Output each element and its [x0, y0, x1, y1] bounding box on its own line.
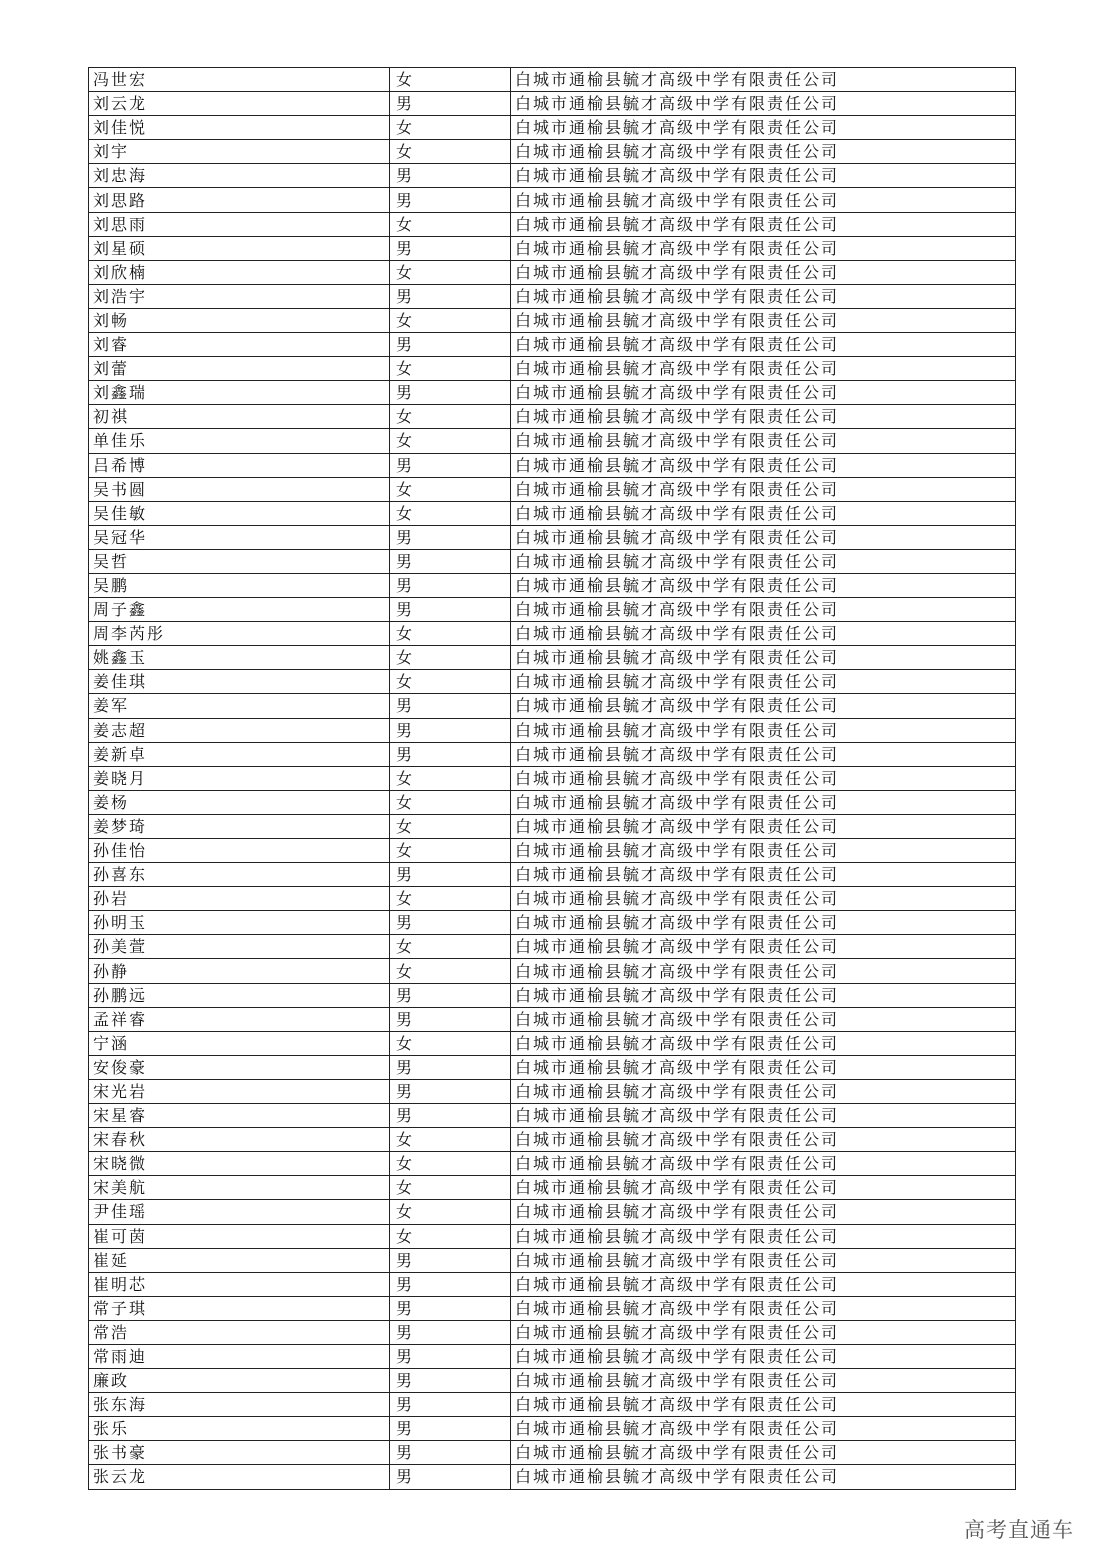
school-cell: 白城市通榆县毓才高级中学有限责任公司 [511, 1248, 1016, 1272]
school-cell: 白城市通榆县毓才高级中学有限责任公司 [511, 92, 1016, 116]
gender-cell: 男 [390, 1296, 511, 1320]
school-cell: 白城市通榆县毓才高级中学有限责任公司 [511, 501, 1016, 525]
table-row [89, 935, 1016, 959]
table-row [89, 1152, 1016, 1176]
name-cell: 吕希博 [89, 453, 390, 477]
table-row [89, 598, 1016, 622]
gender-cell: 女 [390, 1200, 511, 1224]
gender-cell: 男 [390, 236, 511, 260]
table-row [89, 1031, 1016, 1055]
gender-cell: 男 [390, 911, 511, 935]
gender-cell: 女 [390, 501, 511, 525]
gender-cell: 男 [390, 1441, 511, 1465]
gender-cell: 男 [390, 453, 511, 477]
name-cell: 宋春秋 [89, 1128, 390, 1152]
gender-cell: 男 [390, 1272, 511, 1296]
table-row [89, 1248, 1016, 1272]
table-row [89, 1176, 1016, 1200]
gender-cell: 女 [390, 429, 511, 453]
table-row [89, 212, 1016, 236]
gender-cell: 男 [390, 573, 511, 597]
school-cell: 白城市通榆县毓才高级中学有限责任公司 [511, 1055, 1016, 1079]
name-cell: 刘佳悦 [89, 116, 390, 140]
school-cell: 白城市通榆县毓才高级中学有限责任公司 [511, 188, 1016, 212]
school-cell: 白城市通榆县毓才高级中学有限责任公司 [511, 212, 1016, 236]
name-cell: 孙鹏远 [89, 983, 390, 1007]
school-cell: 白城市通榆县毓才高级中学有限责任公司 [511, 357, 1016, 381]
school-cell: 白城市通榆县毓才高级中学有限责任公司 [511, 1417, 1016, 1441]
name-cell: 宋光岩 [89, 1079, 390, 1103]
name-cell: 吴佳敏 [89, 501, 390, 525]
school-cell: 白城市通榆县毓才高级中学有限责任公司 [511, 1079, 1016, 1103]
school-cell: 白城市通榆县毓才高级中学有限责任公司 [511, 68, 1016, 92]
gender-cell: 男 [390, 1344, 511, 1368]
school-cell: 白城市通榆县毓才高级中学有限责任公司 [511, 959, 1016, 983]
table-row [89, 116, 1016, 140]
name-cell: 崔延 [89, 1248, 390, 1272]
school-cell: 白城市通榆县毓才高级中学有限责任公司 [511, 549, 1016, 573]
name-cell: 尹佳瑶 [89, 1200, 390, 1224]
table-row [89, 959, 1016, 983]
name-cell: 姜军 [89, 694, 390, 718]
school-cell: 白城市通榆县毓才高级中学有限责任公司 [511, 116, 1016, 140]
table-row [89, 501, 1016, 525]
gender-cell: 女 [390, 839, 511, 863]
name-cell: 冯世宏 [89, 68, 390, 92]
gender-cell: 女 [390, 790, 511, 814]
school-cell: 白城市通榆县毓才高级中学有限责任公司 [511, 983, 1016, 1007]
gender-cell: 女 [390, 959, 511, 983]
gender-cell: 女 [390, 405, 511, 429]
gender-cell: 男 [390, 1248, 511, 1272]
table-row [89, 549, 1016, 573]
gender-cell: 男 [390, 284, 511, 308]
table-row [89, 1104, 1016, 1128]
school-cell: 白城市通榆县毓才高级中学有限责任公司 [511, 1152, 1016, 1176]
gender-cell: 男 [390, 1465, 511, 1489]
table-row [89, 1417, 1016, 1441]
gender-cell: 女 [390, 766, 511, 790]
gender-cell: 女 [390, 116, 511, 140]
table-row [89, 1272, 1016, 1296]
name-cell: 张乐 [89, 1417, 390, 1441]
school-cell: 白城市通榆县毓才高级中学有限责任公司 [511, 453, 1016, 477]
gender-cell: 女 [390, 68, 511, 92]
gender-cell: 女 [390, 622, 511, 646]
table-row [89, 429, 1016, 453]
gender-cell: 男 [390, 1104, 511, 1128]
gender-cell: 男 [390, 598, 511, 622]
gender-cell: 男 [390, 742, 511, 766]
school-cell: 白城市通榆县毓才高级中学有限责任公司 [511, 573, 1016, 597]
table-row [89, 742, 1016, 766]
gender-cell: 女 [390, 670, 511, 694]
table-row [89, 236, 1016, 260]
gender-cell: 女 [390, 887, 511, 911]
name-cell: 姜晓月 [89, 766, 390, 790]
gender-cell: 女 [390, 212, 511, 236]
table-row [89, 92, 1016, 116]
name-cell: 刘思路 [89, 188, 390, 212]
name-cell: 刘宇 [89, 140, 390, 164]
name-cell: 常雨迪 [89, 1344, 390, 1368]
table-row [89, 1441, 1016, 1465]
name-cell: 廉政 [89, 1369, 390, 1393]
school-cell: 白城市通榆县毓才高级中学有限责任公司 [511, 670, 1016, 694]
school-cell: 白城市通榆县毓才高级中学有限责任公司 [511, 790, 1016, 814]
school-cell: 白城市通榆县毓才高级中学有限责任公司 [511, 598, 1016, 622]
gender-cell: 男 [390, 188, 511, 212]
table-row [89, 1055, 1016, 1079]
school-cell: 白城市通榆县毓才高级中学有限责任公司 [511, 622, 1016, 646]
table-row [89, 983, 1016, 1007]
table-row [89, 1320, 1016, 1344]
school-cell: 白城市通榆县毓才高级中学有限责任公司 [511, 646, 1016, 670]
table-row [89, 333, 1016, 357]
gender-cell: 女 [390, 140, 511, 164]
school-cell: 白城市通榆县毓才高级中学有限责任公司 [511, 814, 1016, 838]
gender-cell: 男 [390, 1393, 511, 1417]
name-cell: 宋星睿 [89, 1104, 390, 1128]
school-cell: 白城市通榆县毓才高级中学有限责任公司 [511, 1104, 1016, 1128]
school-cell: 白城市通榆县毓才高级中学有限责任公司 [511, 863, 1016, 887]
name-cell: 姜新卓 [89, 742, 390, 766]
table-row [89, 694, 1016, 718]
school-cell: 白城市通榆县毓才高级中学有限责任公司 [511, 1344, 1016, 1368]
school-cell: 白城市通榆县毓才高级中学有限责任公司 [511, 718, 1016, 742]
name-cell: 张云龙 [89, 1465, 390, 1489]
school-cell: 白城市通榆县毓才高级中学有限责任公司 [511, 308, 1016, 332]
name-cell: 刘忠海 [89, 164, 390, 188]
name-cell: 安俊豪 [89, 1055, 390, 1079]
table-row [89, 68, 1016, 92]
name-cell: 孙佳怡 [89, 839, 390, 863]
name-cell: 张书豪 [89, 1441, 390, 1465]
school-cell: 白城市通榆县毓才高级中学有限责任公司 [511, 1128, 1016, 1152]
table-row [89, 670, 1016, 694]
gender-cell: 男 [390, 694, 511, 718]
gender-cell: 女 [390, 814, 511, 838]
gender-cell: 女 [390, 357, 511, 381]
name-cell: 吴冠华 [89, 525, 390, 549]
school-cell: 白城市通榆县毓才高级中学有限责任公司 [511, 911, 1016, 935]
table-row [89, 284, 1016, 308]
school-cell: 白城市通榆县毓才高级中学有限责任公司 [511, 1272, 1016, 1296]
table-row [89, 1128, 1016, 1152]
table-row [89, 1079, 1016, 1103]
gender-cell: 男 [390, 1417, 511, 1441]
name-cell: 崔明芯 [89, 1272, 390, 1296]
gender-cell: 女 [390, 308, 511, 332]
name-cell: 孙静 [89, 959, 390, 983]
name-cell: 刘鑫瑞 [89, 381, 390, 405]
gender-cell: 男 [390, 983, 511, 1007]
gender-cell: 男 [390, 1079, 511, 1103]
school-cell: 白城市通榆县毓才高级中学有限责任公司 [511, 742, 1016, 766]
name-cell: 孙岩 [89, 887, 390, 911]
name-cell: 刘睿 [89, 333, 390, 357]
name-cell: 刘云龙 [89, 92, 390, 116]
name-cell: 崔可茵 [89, 1224, 390, 1248]
name-cell: 刘思雨 [89, 212, 390, 236]
gender-cell: 男 [390, 1007, 511, 1031]
name-cell: 孙喜东 [89, 863, 390, 887]
table-row [89, 164, 1016, 188]
name-cell: 吴书圆 [89, 477, 390, 501]
name-cell: 姜佳琪 [89, 670, 390, 694]
name-cell: 单佳乐 [89, 429, 390, 453]
table-row [89, 381, 1016, 405]
school-cell: 白城市通榆县毓才高级中学有限责任公司 [511, 140, 1016, 164]
table-row [89, 863, 1016, 887]
name-cell: 宋晓微 [89, 1152, 390, 1176]
table-row [89, 357, 1016, 381]
school-cell: 白城市通榆县毓才高级中学有限责任公司 [511, 525, 1016, 549]
school-cell: 白城市通榆县毓才高级中学有限责任公司 [511, 284, 1016, 308]
school-cell: 白城市通榆县毓才高级中学有限责任公司 [511, 694, 1016, 718]
table-row [89, 814, 1016, 838]
table-row [89, 839, 1016, 863]
school-cell: 白城市通榆县毓才高级中学有限责任公司 [511, 1393, 1016, 1417]
school-cell: 白城市通榆县毓才高级中学有限责任公司 [511, 935, 1016, 959]
table-row [89, 790, 1016, 814]
school-cell: 白城市通榆县毓才高级中学有限责任公司 [511, 405, 1016, 429]
name-cell: 孟祥睿 [89, 1007, 390, 1031]
school-cell: 白城市通榆县毓才高级中学有限责任公司 [511, 236, 1016, 260]
school-cell: 白城市通榆县毓才高级中学有限责任公司 [511, 887, 1016, 911]
school-cell: 白城市通榆县毓才高级中学有限责任公司 [511, 260, 1016, 284]
school-cell: 白城市通榆县毓才高级中学有限责任公司 [511, 1224, 1016, 1248]
name-cell: 宋美航 [89, 1176, 390, 1200]
school-cell: 白城市通榆县毓才高级中学有限责任公司 [511, 333, 1016, 357]
table-row [89, 453, 1016, 477]
table-row [89, 1393, 1016, 1417]
name-cell: 刘浩宇 [89, 284, 390, 308]
gender-cell: 男 [390, 1320, 511, 1344]
table-row [89, 1465, 1016, 1489]
gender-cell: 男 [390, 164, 511, 188]
school-cell: 白城市通榆县毓才高级中学有限责任公司 [511, 839, 1016, 863]
gender-cell: 男 [390, 1055, 511, 1079]
gender-cell: 女 [390, 477, 511, 501]
name-cell: 常浩 [89, 1320, 390, 1344]
school-cell: 白城市通榆县毓才高级中学有限责任公司 [511, 1200, 1016, 1224]
name-cell: 刘欣楠 [89, 260, 390, 284]
name-cell: 姜志超 [89, 718, 390, 742]
gender-cell: 女 [390, 1224, 511, 1248]
table-row [89, 911, 1016, 935]
table-row [89, 308, 1016, 332]
gender-cell: 男 [390, 381, 511, 405]
table-row [89, 887, 1016, 911]
name-cell: 周李芮彤 [89, 622, 390, 646]
name-cell: 姜梦琦 [89, 814, 390, 838]
school-cell: 白城市通榆县毓才高级中学有限责任公司 [511, 1441, 1016, 1465]
table-row [89, 718, 1016, 742]
table-row [89, 405, 1016, 429]
gender-cell: 女 [390, 935, 511, 959]
table-row [89, 646, 1016, 670]
name-cell: 刘星硕 [89, 236, 390, 260]
table-row [89, 477, 1016, 501]
table-row [89, 140, 1016, 164]
watermark-text: 高考直通车 [964, 1518, 1074, 1542]
gender-cell: 男 [390, 333, 511, 357]
name-cell: 吴哲 [89, 549, 390, 573]
table-row [89, 1007, 1016, 1031]
gender-cell: 男 [390, 549, 511, 573]
name-cell: 宁涵 [89, 1031, 390, 1055]
school-cell: 白城市通榆县毓才高级中学有限责任公司 [511, 1031, 1016, 1055]
table-row [89, 1344, 1016, 1368]
name-cell: 姚鑫玉 [89, 646, 390, 670]
name-cell: 孙明玉 [89, 911, 390, 935]
gender-cell: 女 [390, 646, 511, 670]
name-cell: 初祺 [89, 405, 390, 429]
gender-cell: 男 [390, 92, 511, 116]
gender-cell: 女 [390, 1152, 511, 1176]
school-cell: 白城市通榆县毓才高级中学有限责任公司 [511, 1176, 1016, 1200]
name-cell: 孙美萱 [89, 935, 390, 959]
school-cell: 白城市通榆县毓才高级中学有限责任公司 [511, 766, 1016, 790]
table-row [89, 766, 1016, 790]
table-row [89, 525, 1016, 549]
school-cell: 白城市通榆县毓才高级中学有限责任公司 [511, 1296, 1016, 1320]
school-cell: 白城市通榆县毓才高级中学有限责任公司 [511, 1369, 1016, 1393]
school-cell: 白城市通榆县毓才高级中学有限责任公司 [511, 1007, 1016, 1031]
table-row [89, 260, 1016, 284]
gender-cell: 女 [390, 1031, 511, 1055]
school-cell: 白城市通榆县毓才高级中学有限责任公司 [511, 1320, 1016, 1344]
name-cell: 刘蕾 [89, 357, 390, 381]
name-cell: 周子鑫 [89, 598, 390, 622]
table-row [89, 1369, 1016, 1393]
school-cell: 白城市通榆县毓才高级中学有限责任公司 [511, 429, 1016, 453]
gender-cell: 女 [390, 1176, 511, 1200]
table-row [89, 1224, 1016, 1248]
name-cell: 张东海 [89, 1393, 390, 1417]
name-cell: 常子琪 [89, 1296, 390, 1320]
school-cell: 白城市通榆县毓才高级中学有限责任公司 [511, 381, 1016, 405]
gender-cell: 男 [390, 718, 511, 742]
table-row [89, 1200, 1016, 1224]
table-row [89, 573, 1016, 597]
table-row [89, 622, 1016, 646]
gender-cell: 男 [390, 525, 511, 549]
name-cell: 刘畅 [89, 308, 390, 332]
school-cell: 白城市通榆县毓才高级中学有限责任公司 [511, 477, 1016, 501]
school-cell: 白城市通榆县毓才高级中学有限责任公司 [511, 1465, 1016, 1489]
gender-cell: 男 [390, 1369, 511, 1393]
roster-body [89, 68, 1016, 1490]
gender-cell: 女 [390, 1128, 511, 1152]
roster-table [88, 67, 1016, 1490]
gender-cell: 男 [390, 863, 511, 887]
name-cell: 姜杨 [89, 790, 390, 814]
school-cell: 白城市通榆县毓才高级中学有限责任公司 [511, 164, 1016, 188]
table-row [89, 1296, 1016, 1320]
name-cell: 吴鹏 [89, 573, 390, 597]
table-row [89, 188, 1016, 212]
gender-cell: 女 [390, 260, 511, 284]
